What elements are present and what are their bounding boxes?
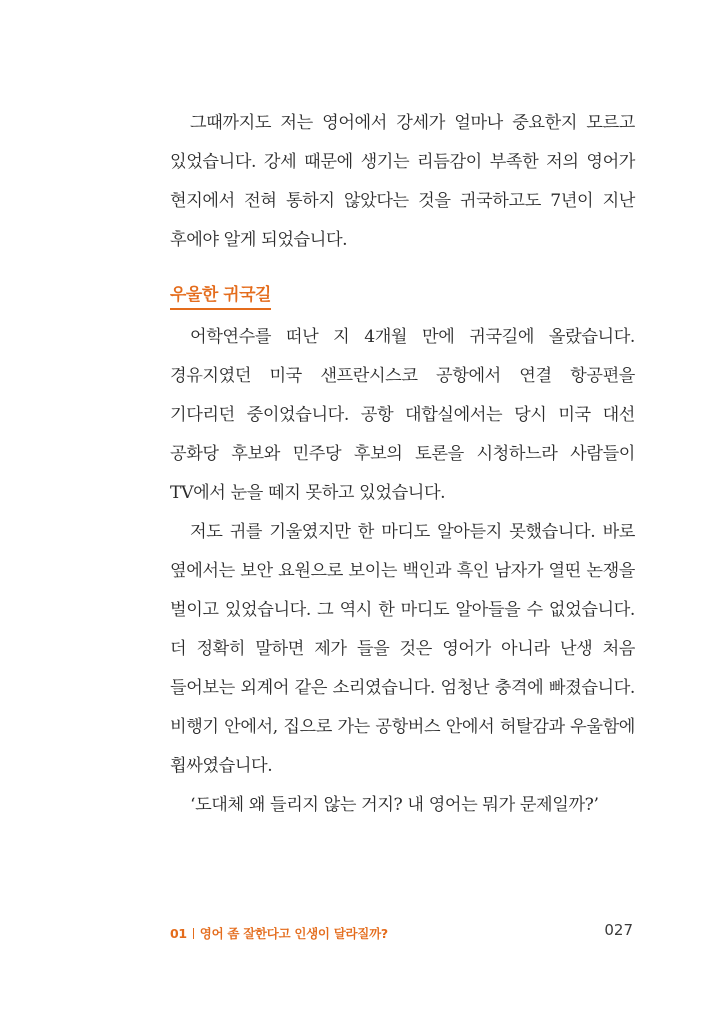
chapter-number: 01 <box>170 925 187 941</box>
chapter-title: 영어 좀 잘한다고 인생이 달라질까? <box>199 926 388 941</box>
footer-chapter <box>170 924 388 942</box>
section-text-block <box>170 318 635 825</box>
section-quote: ‘도대체 왜 들리지 않는 거지? 내 영어는 뭐가 문제일까?’ <box>190 795 599 815</box>
chapter-separator <box>193 928 194 939</box>
section-paragraph-2: 저도 귀를 기울였지만 한 마디도 알아듣지 못했습니다. 바로 옆에서는 보안 요원으로 보이는 백인과 흑인 남자가 열띤 논쟁을 벌이고 있었습니다. 그 역시 한 마디도 알아들을 수 없었습니다. 더 정확히 말하면 제가 들을 것은 영어가 아니라 난생 처음 들어보는 외계어 같은 소리였습니다. 엄청난 충격에 빠졌습니다. 비행기 안에서, 집으로 가는 공항버스 안에서 허탈감과 우울함에 휩싸였습니다. <box>170 522 635 776</box>
page-number: 027 <box>604 921 633 939</box>
section-heading: 우울한 귀국길 <box>170 284 271 310</box>
section-paragraph-1: 어학연수를 떠난 지 4개월 만에 귀국길에 올랐습니다. 경유지였던 미국 샌프란시스코 공항에서 연결 항공편을 기다리던 중이었습니다. 공항 대합실에서는 당시 미국 대선 공화당 후보와 민주당 후보의 토론을 시청하느라 사람들이 TV에서 눈을 떼지 못하고 있었습니다. <box>170 327 635 503</box>
body-paragraph: 그때까지도 저는 영어에서 강세가 얼마나 중요한지 모르고 있었습니다. 강세 때문에 생기는 리듬감이 부족한 저의 영어가 현지에서 전혀 통하지 않았다는 것을 귀국하고도 7년이 지난 후에야 알게 되었습니다. <box>170 113 635 250</box>
body-text-block <box>170 104 635 260</box>
